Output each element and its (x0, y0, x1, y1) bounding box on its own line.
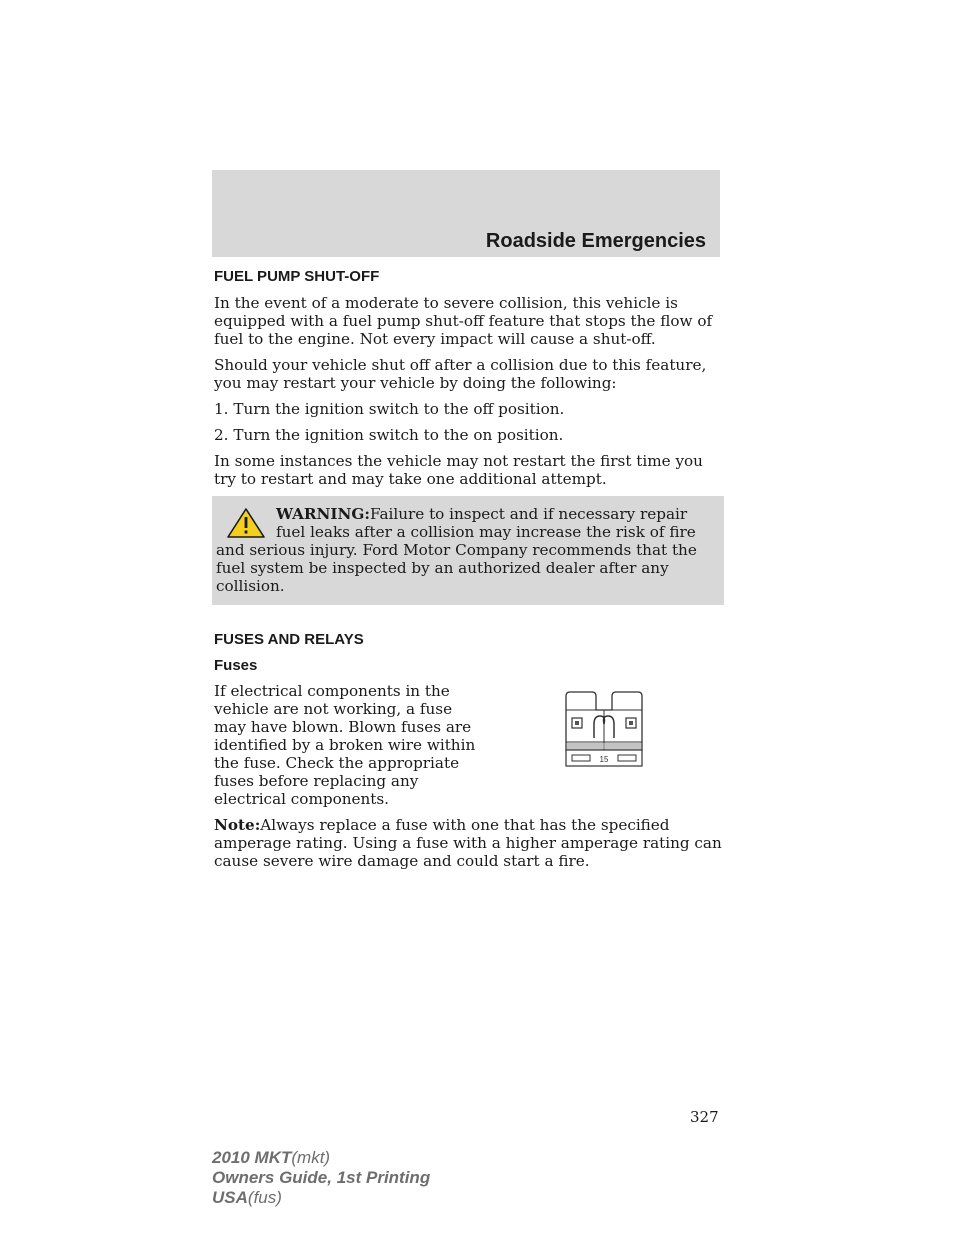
restart-step-2: 2. Turn the ignition switch to the on position. (214, 426, 564, 444)
restart-step-1: 1. Turn the ignition switch to the off position. (214, 400, 565, 418)
footer-printing: Owners Guide, 1st Printing (212, 1168, 431, 1187)
fuses-relays-heading: FUSES AND RELAYS (214, 631, 364, 648)
warning-label: WARNING: (276, 505, 370, 523)
footer-market: USA (212, 1188, 248, 1207)
footer-market-code: (fus) (247, 1188, 282, 1207)
page-content (214, 268, 722, 878)
section-title: Roadside Emergencies (485, 230, 706, 252)
note-text: Always replace a fuse with one that has the specified amperage rating. Using a fuse with a higher amperage rating can cause severe wire damage and could start a fire. (214, 816, 722, 870)
footer-model-code: (mkt) (291, 1148, 331, 1167)
fuel-pump-paragraph-1: In the event of a moderate to severe collision, this vehicle is equipped with a fuel pump shut-off feature that stops the flow of fuel to the engine. Not every impact will cause a shut-off. (214, 294, 713, 348)
warning-box (212, 496, 724, 605)
fuel-pump-paragraph-2: Should your vehicle shut off after a collision due to this feature, you may restart your vehicle by doing the following: (214, 356, 707, 392)
fuses-paragraph: If electrical components in the vehicle are not working, a fuse may have blown. Blown fuses are identified by a broken wire within the fuse. Check the appropriate fuses before replacing any electrical components. (214, 682, 476, 808)
print-footer (212, 1148, 430, 1208)
fuel-pump-paragraph-3: In some instances the vehicle may not restart the first time you try to restart and may take one additional attempt. (214, 452, 703, 488)
note-paragraph (214, 816, 722, 870)
warning-text: Failure to inspect and if necessary repair fuel leaks after a collision may increase the risk of fire and serious injury. Ford Motor Company recommends that the fuel system be inspected by an authorized dealer after any collision. (216, 505, 697, 595)
note-label: Note: (214, 816, 261, 834)
footer-model: 2010 MKT (212, 1148, 292, 1167)
fuse-rating-label: 15 (599, 755, 609, 764)
fuses-subheading: Fuses (214, 657, 258, 674)
blade-fuse-illustration (560, 690, 648, 770)
fuel-pump-heading: FUEL PUMP SHUT-OFF (214, 268, 380, 285)
page-number: 327 (690, 1108, 719, 1126)
warning-triangle-icon (226, 507, 266, 539)
section-header-band (212, 170, 720, 257)
